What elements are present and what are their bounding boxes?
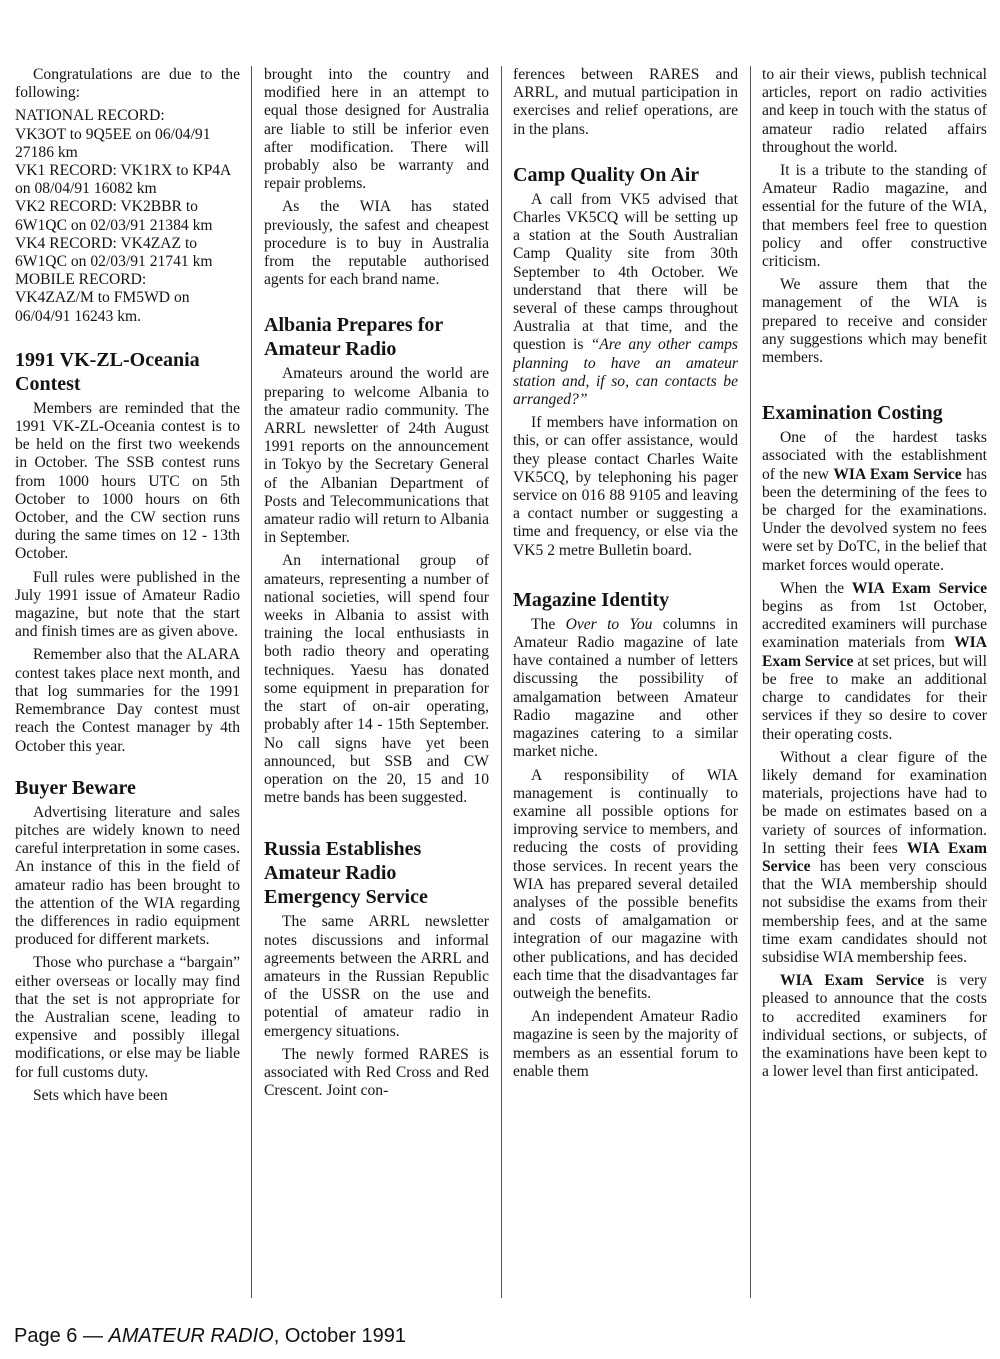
paragraph: ferences between RARES and ARRL, and mutual participation in exercises and relief operations, are in the plans. bbox=[513, 66, 738, 138]
bold-text: WIA Exam Service bbox=[833, 465, 962, 483]
bold-text: WIA Exam Service bbox=[762, 634, 987, 670]
italic-text: Over to You bbox=[565, 615, 653, 633]
column-2 bbox=[264, 66, 489, 1105]
paragraph: We assure them that the management of the WIA is prepared to receive and consider any suggestions which may benefit members. bbox=[762, 276, 987, 367]
paragraph bbox=[762, 580, 987, 744]
heading-magazine-identity: Magazine Identity bbox=[513, 588, 670, 611]
paragraph bbox=[762, 749, 987, 967]
column-divider bbox=[501, 66, 502, 1298]
heading-russia: Russia Establishes Amateur Radio Emergency Service bbox=[264, 838, 428, 909]
bold-text: WIA Exam Service bbox=[851, 579, 987, 597]
paragraph bbox=[513, 191, 738, 409]
record-line: VK2 RECORD: VK2BBR to 6W1QC on 02/03/91 21384 km bbox=[15, 198, 213, 234]
record-line: VK4 RECORD: VK4ZAZ to 6W1QC on 02/03/91 21741 km bbox=[15, 234, 213, 271]
footer-page-number: Page 6 — bbox=[14, 1325, 109, 1347]
text-run: When the bbox=[780, 579, 845, 597]
text-run: begins as from 1st October, accredited examiners will purchase examination materials from bbox=[762, 598, 987, 652]
paragraph: Advertising literature and sales pitches are widely known to need careful interpretation in some cases. An instance of this in the field of amateur radio has been brought to the attention of the WIA regarding the differences in radio equipment produced for different markets. bbox=[15, 803, 240, 949]
record-line: NATIONAL RECORD: bbox=[15, 107, 165, 125]
text-run: has been the determining of the fees to be charged for the examinations. Under the devolved system no fees were set by DoTC, in the belief that market forces would operate. bbox=[762, 465, 987, 574]
paragraph bbox=[762, 429, 987, 575]
paragraph: The same ARRL newsletter notes discussions and informal agreements between the ARRL and amateurs in the Russian Republic of the USSR on the use and potential of amateur radio in emergency situations. bbox=[264, 913, 489, 1040]
paragraph: An international group of amateurs, representing a number of national societies, will spend four weeks in Albania to assist with training the local enthusiasts in both radio theory and operating techniques. Yaesu has donated some equipment in preparation for the start of on-air operating, probably after 14 - 15th September. No call signs have yet been announced, but SSB and CW operation on the 20, 15 and 10 metre bands has been suggested. bbox=[264, 552, 489, 807]
column-1 bbox=[15, 66, 240, 1110]
paragraph: A responsibility of WIA management is continually to examine all possible options for improving service to members, and reducing the costs of providing those services. In recent years the WIA has prepared several detailed analyses of the possible benefits and costs of amalgamation or integration of our magazine with other publications, and has decided each time that the disadvantages far outweigh the benefits. bbox=[513, 766, 738, 1002]
text-run: is very pleased to announce that the costs to accredited examiners for individual sections, or subjects, of the examinations have been kept to a lower level than first anticipated. bbox=[762, 972, 987, 1081]
paragraph: The newly formed RARES is associated with Red Cross and Red Crescent. Joint con- bbox=[264, 1045, 489, 1100]
footer-magazine-title: AMATEUR RADIO bbox=[108, 1325, 274, 1347]
paragraph: An independent Amateur Radio magazine is seen by the majority of members as an essential forum to enable them bbox=[513, 1008, 738, 1080]
column-divider bbox=[750, 66, 751, 1298]
heading-albania: Albania Prepares for Amateur Radio bbox=[264, 314, 443, 361]
paragraph: Amateurs around the world are preparing to welcome Albania to the amateur radio community. The ARRL newsletter of 24th August 1991 reports on the announcement in Tokyo by the Secretary General of the Albanian Department of Posts and Telecommunications that amateur radio will return to Albania in September. bbox=[264, 365, 489, 547]
text-run: The bbox=[531, 615, 556, 633]
paragraph: Full rules were published in the July 1991 issue of Amateur Radio magazine, but note that the start and finish times are as given above. bbox=[15, 568, 240, 641]
paragraph: Members are reminded that the 1991 VK-ZL-Oceania contest is to be held on the first two weekends in October. The SSB contest runs from 1000 hours UTC on 5th October to 1000 hours on 6th October, and the CW section runs during the same times on 12 - 13th October. bbox=[15, 399, 240, 563]
text-run: Without a clear figure of the likely demand for examination materials, projections have had to be made on estimates based on a variety of sources of information. In setting their fees bbox=[762, 748, 987, 857]
paragraph: Those who purchase a “bargain” either overseas or locally may find that the set is not appropriate for the Australian scene, leading to expensive and possibly illegal modifications, or else may be liable for full customs duty. bbox=[15, 954, 240, 1081]
bold-text: WIA Exam Service bbox=[762, 839, 987, 875]
records-intro: Congratulations are due to the following: bbox=[15, 66, 240, 102]
records-list bbox=[15, 107, 240, 325]
text-run: at set prices, but will be free to make an additional charge to candidates for their services if they so desire to cover their operating costs. bbox=[762, 652, 987, 743]
bold-text: WIA Exam Service bbox=[780, 972, 925, 990]
text-run: One of the hardest tasks associated with the establishment of the new bbox=[762, 429, 987, 483]
paragraph bbox=[762, 972, 987, 1081]
text-run: has been very conscious that the WIA membership should not subsidise the exams from their membership fees, and at the same time exam candidates should not subsidise WIA membership fees. bbox=[762, 857, 987, 966]
page-footer bbox=[14, 1325, 406, 1348]
italic-text: “Are any other camps planning to have an amateur station and, if so, can contacts be arranged?” bbox=[513, 336, 738, 409]
paragraph: If members have information on this, or can offer assistance, would they please contact Charles Waite VK5CQ, by telephoning his pager service on 016 88 9105 and leaving a contact number or suggesting a time and frequency, or else via the VK5 2 metre Bulletin board. bbox=[513, 414, 738, 559]
record-line: VK4ZAZ/M to FM5WD on 06/04/91 16243 km. bbox=[15, 289, 190, 325]
record-line: VK3OT to 9Q5EE on 06/04/91 27186 km bbox=[15, 125, 211, 161]
paragraph: As the WIA has stated previously, the safest and cheapest procedure is to buy in Australia from the reputable authorised agents for each brand name. bbox=[264, 198, 489, 289]
record-line: VK1 RECORD: VK1RX to KP4A on 08/04/91 16082 km bbox=[15, 162, 231, 198]
paragraph: It is a tribute to the standing of Amateur Radio magazine, and essential for the future of the WIA, that members feel free to question policy and offer constructive criticism. bbox=[762, 162, 987, 271]
paragraph bbox=[513, 616, 738, 762]
footer-issue-date: , October 1991 bbox=[273, 1325, 407, 1347]
heading-contest: 1991 VK-ZL-Oceania Contest bbox=[15, 348, 200, 395]
column-3 bbox=[513, 66, 738, 1086]
column-divider bbox=[251, 66, 252, 1298]
column-4 bbox=[762, 66, 987, 1086]
text-run: A call from VK5 advised that Charles VK5CQ will be setting up a station at the South Australian Camp Quality site from 30th September to 4th October. We understand that there will be several of these camps throughout Australia at that time, and the question is bbox=[513, 190, 738, 354]
paragraph: Remember also that the ALARA contest takes place next month, and that log summaries for the 1991 Remembrance Day contest must reach the Contest manager by 4th October this year. bbox=[15, 646, 240, 755]
heading-examination-costing: Examination Costing bbox=[762, 402, 943, 425]
paragraph: Sets which have been bbox=[33, 1086, 168, 1104]
heading-camp-quality: Camp Quality On Air bbox=[513, 163, 700, 186]
paragraph: brought into the country and modified here in an attempt to equal those designed for Australia are liable to still be inferior even after modification. There will probably also be warranty and repair problems. bbox=[264, 66, 489, 193]
paragraph: to air their views, publish technical articles, report on radio activities and keep in touch with the status of amateur radio related affairs throughout the world. bbox=[762, 66, 987, 156]
text-run: columns in Amateur Radio magazine of late have contained a number of letters discussing the possibility of amalgamation between Amateur Radio magazine and other magazines catering to a similar market niche. bbox=[513, 615, 738, 761]
record-line: MOBILE RECORD: bbox=[15, 271, 147, 289]
heading-buyer-beware: Buyer Beware bbox=[15, 776, 136, 799]
